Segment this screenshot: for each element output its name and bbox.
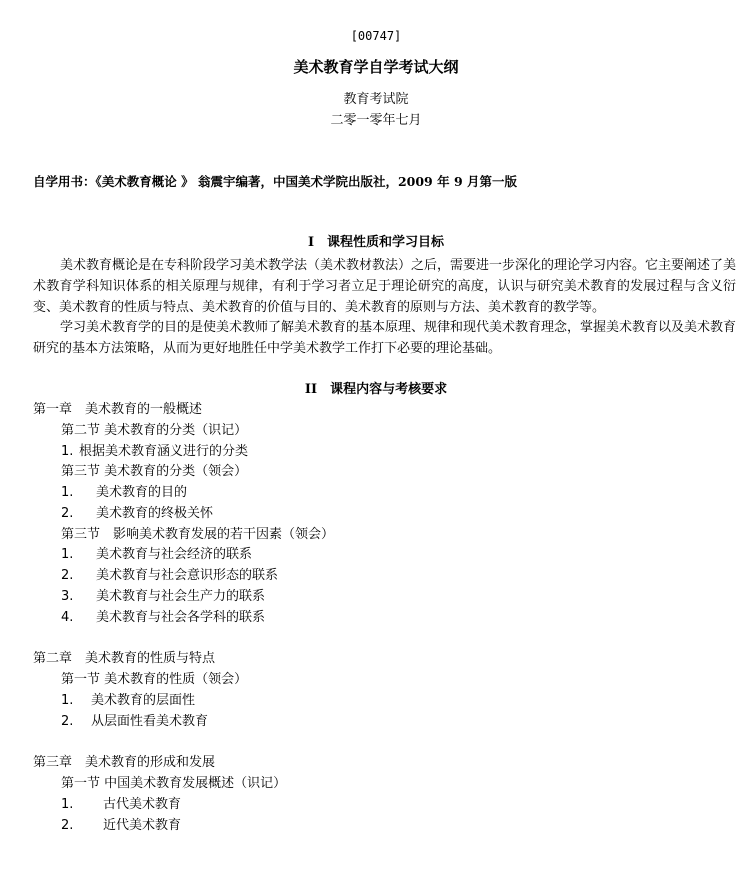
list-item-number: 4. — [61, 610, 74, 625]
paragraph-learning-objectives: 学习美术教育学的目的是使美术教师了解美术教育的基本原理、规律和现代美术教育理念，掌握美术教育以及美术教育研究的基本方法策略，从而为更好地胜任中学美术教学工作打下必要的理论基础。 — [33, 320, 737, 356]
list-item-number: 2. — [61, 506, 74, 521]
chapter-3-title: 第三章 美术教育的形成和发展 — [33, 755, 216, 770]
section-title-content-requirements: II 课程内容与考核要求 — [304, 382, 448, 397]
section-title-nature-objectives: I 课程性质和学习目标 — [307, 235, 445, 250]
chapter-1-title: 第一章 美术教育的一般概述 — [33, 402, 203, 417]
textbook-reference: 自学用书：《美术教育概论 》 翁震宇编著，中国美术学院出版社，2009 年 9 月第一版 — [33, 174, 517, 189]
chapter-1-section-heading: 第三节 影响美术教育发展的若干因素（领会） — [61, 527, 335, 542]
list-item-text: 根据美术教育涵义进行的分类 — [79, 444, 249, 459]
list-item-text: 古代美术教育 — [103, 797, 182, 812]
list-item-text: 美术教育的终极关怀 — [96, 506, 214, 521]
list-item-number: 2. — [61, 818, 74, 833]
chapter-2-section-heading: 第一节 美术教育的性质（领会） — [61, 672, 248, 687]
list-item-number: 2. — [61, 568, 74, 583]
list-item-text: 近代美术教育 — [103, 818, 182, 833]
paragraph-course-nature: 美术教育概论是在专科阶段学习美术教学法（美术教材教法）之后，需要进一步深化的理论学习内容。它主要阐述了美术教育学科知识体系的相关原理与规律，有利于学习者立足于理论研究的高度，认识与研究美术教育的发展过程与含义衍变、美术教育的性质与特点、美术教育的价值与目的、美术教育的原则与方法、美术教育的教学等。 — [33, 258, 737, 315]
document-code: [00747] — [350, 29, 402, 43]
chapter-2-title: 第二章 美术教育的性质与特点 — [33, 651, 216, 666]
chapter-1-section-heading: 第三节 美术教育的分类（领会） — [61, 464, 248, 479]
list-item-number: 1. — [61, 693, 74, 708]
list-item-text: 美术教育的目的 — [96, 485, 188, 500]
issuer: 教育考试院 — [343, 92, 409, 107]
document-title: 美术教育学自学考试大纲 — [293, 58, 459, 76]
chapter-1-section-heading: 第二节 美术教育的分类（识记） — [61, 423, 248, 438]
issue-date: 二零一零年七月 — [330, 113, 422, 128]
list-item-number: 2. — [61, 714, 74, 729]
list-item-text: 从层面性看美术教育 — [91, 714, 209, 729]
list-item-text: 美术教育与社会经济的联系 — [96, 547, 253, 562]
list-item-number: 1. — [61, 797, 74, 812]
list-item-text: 美术教育与社会各学科的联系 — [96, 610, 266, 625]
list-item-number: 1. — [61, 547, 74, 562]
list-item-number: 3. — [61, 589, 74, 604]
list-item-text: 美术教育与社会生产力的联系 — [96, 589, 266, 604]
list-item-text: 美术教育的层面性 — [91, 693, 196, 708]
chapter-3-section-heading: 第一节 中国美术教育发展概述（识记） — [61, 776, 287, 791]
list-item-number: 1. — [61, 444, 74, 459]
list-item-number: 1. — [61, 485, 74, 500]
list-item-text: 美术教育与社会意识形态的联系 — [96, 568, 279, 583]
